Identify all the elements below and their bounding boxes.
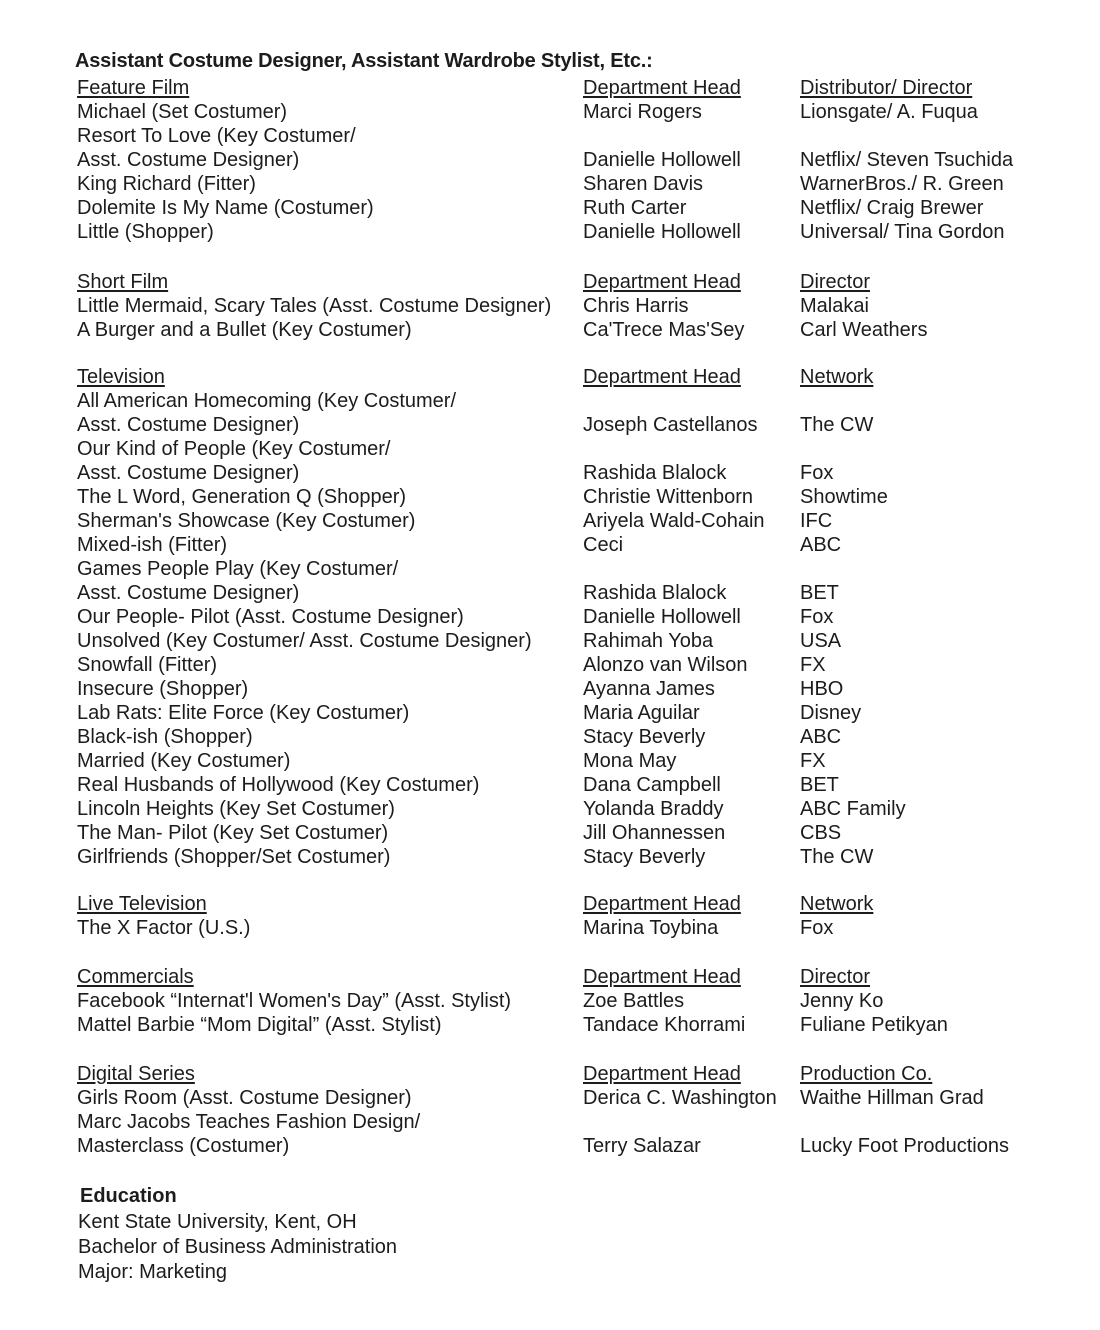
credit-title: Unsolved (Key Costumer/ Asst. Costume Designer) <box>77 630 532 652</box>
credit-row <box>75 124 1065 148</box>
credit-title: Girls Room (Asst. Costume Designer) <box>77 1087 412 1109</box>
department-head: Ca'Trece Mas'Sey <box>583 319 745 341</box>
section-category-header: Live Television <box>77 893 207 915</box>
section-category-header: Television <box>77 366 165 388</box>
distributor: Waithe Hillman Grad <box>800 1087 984 1109</box>
distributor: Fox <box>800 462 834 484</box>
credit-row <box>75 916 1065 940</box>
section-category-header: Digital Series <box>77 1063 195 1085</box>
department-head: Rashida Blalock <box>583 462 727 484</box>
credit-title: Married (Key Costumer) <box>77 750 291 772</box>
credit-row <box>75 1134 1065 1158</box>
department-head: Tandace Khorrami <box>583 1014 746 1036</box>
section-header-row <box>75 76 1065 100</box>
credit-title: Black-ish (Shopper) <box>77 726 253 748</box>
credit-row <box>75 220 1065 244</box>
distributor: FX <box>800 654 826 676</box>
credit-title: Asst. Costume Designer) <box>77 462 300 484</box>
credit-row <box>75 701 1065 725</box>
credit-title: Girlfriends (Shopper/Set Costumer) <box>77 846 391 868</box>
credit-row <box>75 677 1065 701</box>
credit-row <box>75 1086 1065 1110</box>
section-header-row <box>75 892 1065 916</box>
credit-title: Our Kind of People (Key Costumer/ <box>77 438 391 460</box>
department-head: Joseph Castellanos <box>583 414 758 436</box>
credit-section <box>75 965 1065 1037</box>
education-degree: Bachelor of Business Administration <box>78 1236 398 1258</box>
credit-title: The L Word, Generation Q (Shopper) <box>77 486 407 508</box>
credit-title: A Burger and a Bullet (Key Costumer) <box>77 319 412 341</box>
distributor: USA <box>800 630 842 652</box>
credit-row <box>75 1110 1065 1134</box>
credit-row <box>75 797 1065 821</box>
credit-title: Our People- Pilot (Asst. Costume Designer) <box>77 606 464 628</box>
credit-title: Michael (Set Costumer) <box>77 101 288 123</box>
credit-section <box>75 365 1065 869</box>
distributor-header: Director <box>800 271 871 293</box>
distributor: Carl Weathers <box>800 319 928 341</box>
credit-title: King Richard (Fitter) <box>77 173 256 195</box>
department-head: Ruth Carter <box>583 197 687 219</box>
department-head: Marci Rogers <box>583 101 702 123</box>
education-lines <box>78 1210 397 1285</box>
credit-row <box>75 172 1065 196</box>
distributor-header: Distributor/ Director <box>800 77 973 99</box>
credit-row <box>75 509 1065 533</box>
credit-title: Marc Jacobs Teaches Fashion Design/ <box>77 1111 421 1133</box>
distributor: ABC Family <box>800 798 906 820</box>
department-head: Yolanda Braddy <box>583 798 724 820</box>
credit-title: Real Husbands of Hollywood (Key Costumer) <box>77 774 480 796</box>
credit-row <box>75 533 1065 557</box>
distributor: The CW <box>800 846 874 868</box>
department-head: Marina Toybina <box>583 917 719 939</box>
credit-title: Asst. Costume Designer) <box>77 414 300 436</box>
department-head: Terry Salazar <box>583 1135 701 1157</box>
distributor: ABC <box>800 534 842 556</box>
section-header-row <box>75 1062 1065 1086</box>
credit-row <box>75 389 1065 413</box>
credit-title: Mattel Barbie “Mom Digital” (Asst. Stylist) <box>77 1014 442 1036</box>
distributor: Malakai <box>800 295 869 317</box>
department-head: Mona May <box>583 750 677 772</box>
credit-title: Snowfall (Fitter) <box>77 654 218 676</box>
credit-row <box>75 605 1065 629</box>
credit-title: Lab Rats: Elite Force (Key Costumer) <box>77 702 410 724</box>
department-head: Danielle Hollowell <box>583 149 741 171</box>
department-head: Stacy Beverly <box>583 846 706 868</box>
education-heading: Education <box>80 1185 177 1207</box>
distributor: Fox <box>800 606 834 628</box>
distributor-header: Network <box>800 893 874 915</box>
distributor: Fox <box>800 917 834 939</box>
education-major: Major: Marketing <box>78 1261 227 1283</box>
credit-title: Asst. Costume Designer) <box>77 149 300 171</box>
credit-section <box>75 892 1065 940</box>
distributor: FX <box>800 750 826 772</box>
credit-section <box>75 1062 1065 1158</box>
department-head: Stacy Beverly <box>583 726 706 748</box>
department-head: Maria Aguilar <box>583 702 700 724</box>
distributor: WarnerBros./ R. Green <box>800 173 1004 195</box>
credit-title: Facebook “Internat'l Women's Day” (Asst. Stylist) <box>77 990 512 1012</box>
department-head: Zoe Battles <box>583 990 685 1012</box>
credit-title: The Man- Pilot (Key Set Costumer) <box>77 822 389 844</box>
department-head-header: Department Head <box>583 77 741 99</box>
distributor: IFC <box>800 510 833 532</box>
department-head: Rashida Blalock <box>583 582 727 604</box>
credit-title: The X Factor (U.S.) <box>77 917 251 939</box>
credit-row <box>75 653 1065 677</box>
credit-row <box>75 100 1065 124</box>
credit-row <box>75 413 1065 437</box>
credits-title: Assistant Costume Designer, Assistant Wardrobe Stylist, Etc.: <box>75 50 653 72</box>
credit-title: All American Homecoming (Key Costumer/ <box>77 390 457 412</box>
distributor: HBO <box>800 678 844 700</box>
department-head-header: Department Head <box>583 966 741 988</box>
credit-title: Sherman's Showcase (Key Costumer) <box>77 510 416 532</box>
credit-row <box>75 629 1065 653</box>
credit-row <box>75 196 1065 220</box>
department-head-header: Department Head <box>583 1063 741 1085</box>
credit-row <box>75 485 1065 509</box>
department-head: Dana Campbell <box>583 774 721 796</box>
department-head: Danielle Hollowell <box>583 606 741 628</box>
credit-row <box>75 294 1065 318</box>
section-category-header: Short Film <box>77 271 169 293</box>
credit-row <box>75 318 1065 342</box>
department-head: Ariyela Wald-Cohain <box>583 510 765 532</box>
credit-title: Mixed-ish (Fitter) <box>77 534 228 556</box>
credit-title: Lincoln Heights (Key Set Costumer) <box>77 798 395 820</box>
distributor: Universal/ Tina Gordon <box>800 221 1005 243</box>
credit-row <box>75 581 1065 605</box>
department-head: Christie Wittenborn <box>583 486 754 508</box>
department-head: Jill Ohannessen <box>583 822 726 844</box>
credit-title: Little (Shopper) <box>77 221 214 243</box>
distributor-header: Director <box>800 966 871 988</box>
credit-title: Insecure (Shopper) <box>77 678 249 700</box>
department-head: Danielle Hollowell <box>583 221 741 243</box>
department-head-header: Department Head <box>583 271 741 293</box>
credit-row <box>75 725 1065 749</box>
section-category-header: Commercials <box>77 966 194 988</box>
distributor: BET <box>800 582 839 604</box>
credit-row <box>75 557 1065 581</box>
credit-row <box>75 1013 1065 1037</box>
credit-row <box>75 989 1065 1013</box>
distributor: CBS <box>800 822 842 844</box>
department-head: Derica C. Washington <box>583 1087 777 1109</box>
credit-section <box>75 270 1065 342</box>
department-head: Sharen Davis <box>583 173 704 195</box>
distributor: Lionsgate/ A. Fuqua <box>800 101 978 123</box>
credit-title: Asst. Costume Designer) <box>77 582 300 604</box>
distributor: The CW <box>800 414 874 436</box>
credit-row <box>75 148 1065 172</box>
credit-row <box>75 749 1065 773</box>
credit-row <box>75 437 1065 461</box>
section-header-row <box>75 365 1065 389</box>
education-school: Kent State University, Kent, OH <box>78 1211 357 1233</box>
distributor: Showtime <box>800 486 888 508</box>
credit-row <box>75 845 1065 869</box>
distributor: Netflix/ Steven Tsuchida <box>800 149 1014 171</box>
distributor: Fuliane Petikyan <box>800 1014 948 1036</box>
credit-section <box>75 76 1065 244</box>
credit-title: Dolemite Is My Name (Costumer) <box>77 197 374 219</box>
department-head-header: Department Head <box>583 893 741 915</box>
distributor: Jenny Ko <box>800 990 884 1012</box>
department-head: Chris Harris <box>583 295 689 317</box>
credit-title: Games People Play (Key Costumer/ <box>77 558 399 580</box>
department-head-header: Department Head <box>583 366 741 388</box>
section-category-header: Feature Film <box>77 77 190 99</box>
distributor: Lucky Foot Productions <box>800 1135 1009 1157</box>
distributor: Netflix/ Craig Brewer <box>800 197 984 219</box>
credit-row <box>75 773 1065 797</box>
credit-row <box>75 461 1065 485</box>
credit-row <box>75 821 1065 845</box>
distributor-header: Network <box>800 366 874 388</box>
distributor: BET <box>800 774 839 796</box>
section-header-row <box>75 965 1065 989</box>
credit-title: Little Mermaid, Scary Tales (Asst. Costume Designer) <box>77 295 552 317</box>
distributor: Disney <box>800 702 862 724</box>
credit-title: Masterclass (Costumer) <box>77 1135 290 1157</box>
department-head: Alonzo van Wilson <box>583 654 748 676</box>
section-header-row <box>75 270 1065 294</box>
department-head: Ceci <box>583 534 624 556</box>
credit-title: Resort To Love (Key Costumer/ <box>77 125 356 147</box>
department-head: Rahimah Yoba <box>583 630 714 652</box>
distributor: ABC <box>800 726 842 748</box>
department-head: Ayanna James <box>583 678 715 700</box>
distributor-header: Production Co. <box>800 1063 933 1085</box>
